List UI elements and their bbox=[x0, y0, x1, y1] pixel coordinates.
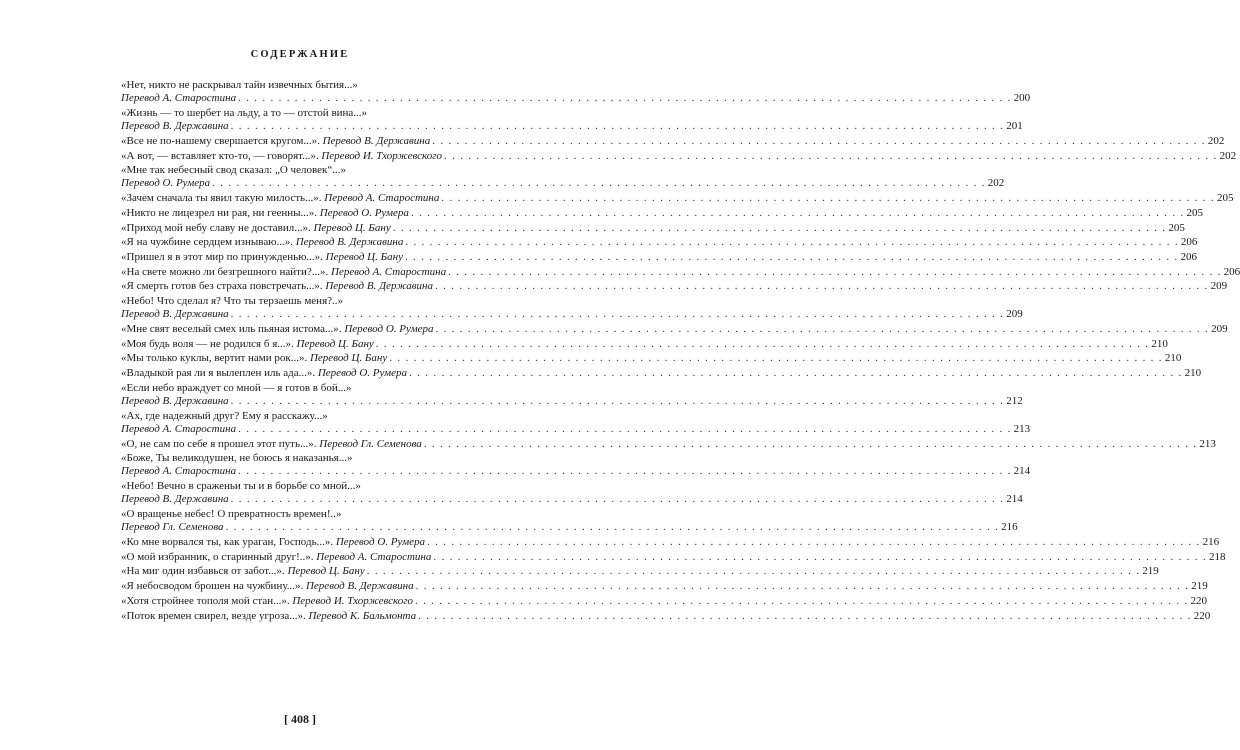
toc-entry-page: 206 bbox=[1180, 250, 1198, 263]
toc-entry-title: «Зачем сначала ты явил такую милость...». bbox=[121, 192, 322, 205]
dot-leader bbox=[433, 551, 1207, 564]
toc-entry-text bbox=[121, 367, 407, 380]
toc-entry-translator: Перевод Ц. Бану bbox=[325, 250, 403, 263]
toc-entry-text bbox=[121, 120, 229, 133]
dot-leader bbox=[418, 610, 1192, 623]
toc-entry bbox=[121, 594, 1208, 608]
toc-entry-line bbox=[121, 192, 1234, 205]
toc-entry-page: 202 bbox=[1219, 149, 1237, 162]
toc-entry-line bbox=[121, 580, 1208, 593]
dot-leader bbox=[411, 207, 1185, 220]
toc-entry-line bbox=[121, 250, 1198, 264]
toc-entry-line bbox=[121, 134, 1225, 148]
dot-leader bbox=[427, 536, 1201, 549]
toc-entry bbox=[121, 149, 1237, 163]
toc-entry bbox=[121, 550, 1226, 564]
toc-entry-translator: Перевод В. Державина bbox=[322, 134, 431, 147]
toc-entry-line bbox=[121, 308, 1023, 321]
toc-entry-title: «О мой избранник, о старинный друг!..». bbox=[121, 550, 314, 563]
toc-entry bbox=[121, 409, 1031, 436]
toc-entry-translator: Перевод Ц. Бану bbox=[313, 221, 391, 234]
toc-entry-line bbox=[121, 177, 1005, 190]
toc-entry-line bbox=[121, 322, 1228, 336]
toc-entry-title: «А вот, — вставляет кто-то, — говорят...». bbox=[121, 149, 319, 162]
toc-entry-translator: Перевод В. Державина bbox=[295, 236, 404, 249]
toc-entry-translator: Перевод Гл. Семенова bbox=[121, 521, 224, 534]
toc-entry-page: 200 bbox=[1013, 92, 1031, 105]
dot-leader bbox=[231, 493, 1005, 506]
toc-entry-title: «Хотя стройнее тополя мой стан...». bbox=[121, 594, 290, 607]
toc-entry bbox=[121, 221, 1185, 235]
dot-leader bbox=[409, 367, 1183, 380]
dot-leader bbox=[405, 251, 1179, 264]
toc-entry-page: 202 bbox=[987, 177, 1005, 190]
toc-entry-translator: Перевод В. Державина bbox=[305, 580, 414, 593]
toc-entry-translator: Перевод О. Румера bbox=[335, 536, 426, 548]
toc-entry-text bbox=[121, 222, 391, 235]
toc-entry-text bbox=[121, 580, 414, 593]
dot-leader bbox=[231, 120, 1005, 133]
toc-entry bbox=[121, 295, 1023, 321]
dot-leader bbox=[432, 135, 1206, 148]
toc-entry-page: 209 bbox=[1006, 308, 1023, 321]
dot-leader bbox=[441, 192, 1215, 205]
toc-entry-line bbox=[121, 367, 1202, 380]
bracket-left: [ bbox=[284, 712, 288, 726]
toc-entry-translator: Перевод А. Старостина bbox=[316, 550, 432, 563]
toc-entry-line bbox=[121, 265, 1240, 279]
toc-entry bbox=[121, 337, 1168, 351]
dot-leader bbox=[226, 521, 1000, 534]
toc-entry-title: «Приход мой небу славу не доставил...». bbox=[121, 221, 311, 234]
toc-entry-page: 205 bbox=[1216, 192, 1234, 205]
toc-entry-title: «Я смерть готов без страха повстречать...». bbox=[121, 280, 323, 293]
toc-entry-text bbox=[121, 536, 425, 549]
toc-entry-page: 212 bbox=[1006, 394, 1023, 407]
toc-entry-line bbox=[121, 221, 1185, 235]
toc-entry-title: «Пришел я в этот мир по принужденью...». bbox=[121, 250, 323, 263]
toc-entry-page: 202 bbox=[1207, 134, 1225, 147]
dot-leader bbox=[415, 595, 1189, 608]
toc-entry-text bbox=[121, 150, 442, 163]
toc-entry-translator: Перевод Ц. Бану bbox=[309, 352, 388, 365]
toc-entry bbox=[121, 164, 1005, 190]
toc-entry-title: «На свете можно ли безгрешного найти?...». bbox=[121, 265, 329, 278]
dot-leader bbox=[376, 338, 1150, 351]
toc-entry-page: 210 bbox=[1151, 337, 1168, 350]
toc-entry-page: 213 bbox=[1013, 422, 1031, 435]
toc-entry-text bbox=[121, 207, 409, 220]
toc-entry-page: 219 bbox=[1191, 580, 1208, 593]
toc-entry-title: «О, не сам по себе я прошел этот путь...». bbox=[121, 437, 317, 450]
toc-entry-translator: Перевод О. Румера bbox=[319, 206, 409, 219]
dot-leader bbox=[389, 352, 1163, 365]
toc-entry-text bbox=[121, 438, 422, 451]
toc-entry bbox=[121, 79, 1031, 105]
toc-entry-line bbox=[121, 206, 1203, 220]
toc-entry-translator: Перевод Гл. Семенова bbox=[319, 437, 422, 450]
toc-entry-page: 210 bbox=[1164, 352, 1182, 365]
toc-entry-translator: Перевод А. Старостина bbox=[324, 192, 440, 205]
toc-entry-text bbox=[121, 236, 403, 249]
dot-leader bbox=[212, 177, 986, 190]
toc-entry-line bbox=[121, 536, 1220, 549]
page-number-value: 408 bbox=[291, 712, 309, 726]
toc-entry bbox=[121, 508, 1018, 534]
page-title: СОДЕРЖАНИЕ bbox=[250, 49, 350, 60]
toc-entry-translator: Перевод В. Державина bbox=[325, 280, 434, 293]
toc-entry-text bbox=[121, 135, 430, 148]
dot-leader bbox=[416, 580, 1190, 593]
toc-entry-text bbox=[121, 565, 365, 578]
toc-entry-page: 218 bbox=[1208, 550, 1226, 563]
toc-entry bbox=[121, 437, 1216, 451]
toc-entry-translator: Перевод И. Тхоржевского bbox=[321, 149, 442, 162]
dot-leader bbox=[231, 308, 1005, 321]
dot-leader bbox=[448, 266, 1222, 279]
toc-entry-first-line: «Если небо враждует со мной — я готов в бой...» bbox=[121, 381, 352, 394]
toc-entry-page: 216 bbox=[1202, 536, 1220, 548]
toc-entry bbox=[121, 381, 1023, 408]
toc-entry-first-line: «Небо! Вечно в сраженьи ты и в борьбе со мной...» bbox=[121, 480, 361, 493]
toc-entry bbox=[121, 580, 1208, 593]
toc-entry-page: 219 bbox=[1142, 565, 1159, 578]
toc-entry-translator: Перевод А. Старостина bbox=[331, 265, 447, 278]
toc-entry-translator: Перевод К. Бальмонта bbox=[308, 609, 417, 622]
toc-entry bbox=[121, 206, 1203, 220]
toc-entry-line bbox=[121, 352, 1182, 365]
toc-entry-line bbox=[121, 465, 1031, 478]
toc-entry-translator: Перевод В. Державина bbox=[121, 308, 229, 321]
toc-entry-translator: Перевод В. Державина bbox=[121, 120, 229, 133]
toc-entry-line bbox=[121, 493, 1023, 506]
toc-entry-line bbox=[121, 236, 1198, 249]
toc-entry-text bbox=[121, 280, 433, 293]
toc-entry bbox=[121, 536, 1220, 549]
toc-entry-title: «Я на чужбине сердцем изнываю...». bbox=[121, 236, 293, 249]
toc-entry-first-line: «Небо! Что сделал я? Что ты терзаешь меня?..» bbox=[121, 295, 344, 308]
toc-entry bbox=[121, 322, 1228, 336]
dot-leader bbox=[367, 565, 1141, 578]
toc-entry-text bbox=[121, 395, 229, 408]
toc-entry-first-line: «Нет, никто не раскрывал тайн извечных бытия...» bbox=[121, 79, 358, 91]
toc-entry-line bbox=[121, 521, 1018, 534]
toc-entry-title: «Я небосводом брошен на чужбину...». bbox=[121, 580, 304, 593]
toc-entry bbox=[121, 480, 1023, 506]
toc-entry-translator: Перевод Ц. Бану bbox=[287, 565, 365, 578]
toc-entry-first-line: «Ах, где надежный друг? Ему я расскажу...» bbox=[121, 409, 328, 422]
toc-entry-page: 213 bbox=[1199, 437, 1216, 450]
toc-entry-text bbox=[121, 465, 236, 478]
toc-entry-translator: Перевод А. Старостина bbox=[121, 465, 237, 478]
toc-entry-line bbox=[121, 594, 1208, 608]
toc-entry-page: 210 bbox=[1184, 367, 1202, 380]
toc-entry bbox=[121, 192, 1234, 205]
toc-entry-text bbox=[121, 595, 413, 608]
toc-entry-text bbox=[121, 423, 236, 436]
toc-entry-line bbox=[121, 149, 1237, 163]
toc-entry bbox=[121, 367, 1202, 380]
toc-entry-title: «Владыкой рая ли я вылеплен иль ада...». bbox=[121, 367, 316, 380]
toc-entry-page: 220 bbox=[1193, 609, 1211, 622]
toc-entry-line bbox=[121, 565, 1159, 578]
toc-entry bbox=[121, 280, 1228, 293]
toc-entry-translator: Перевод А. Старостина bbox=[121, 422, 237, 435]
toc-entry-line bbox=[121, 337, 1168, 351]
toc-entry-title: «Никто не лицезрел ни рая, ни геенны...». bbox=[121, 206, 317, 219]
toc-entry-page: 216 bbox=[1001, 521, 1018, 534]
dot-leader bbox=[238, 423, 1012, 436]
toc-entry-page: 214 bbox=[1013, 465, 1031, 478]
toc-entry-page: 205 bbox=[1186, 206, 1203, 219]
toc-entry-first-line: «Мне так небесный свод сказал: „О человек“...» bbox=[121, 164, 346, 177]
toc-entry-page: 209 bbox=[1211, 322, 1228, 335]
toc-entry-line bbox=[121, 394, 1023, 408]
toc-entry-text bbox=[121, 521, 224, 534]
toc-entry bbox=[121, 452, 1031, 478]
toc-entry-line bbox=[121, 609, 1211, 623]
toc-entry-text bbox=[121, 251, 403, 264]
toc-entry-line bbox=[121, 92, 1031, 105]
toc-entry-translator: Перевод В. Державина bbox=[121, 394, 229, 407]
dot-leader bbox=[231, 395, 1005, 408]
dot-leader bbox=[424, 438, 1198, 451]
toc-entry-title: «Ко мне ворвался ты, как ураган, Господь...». bbox=[121, 536, 334, 548]
dot-leader bbox=[238, 465, 1012, 478]
toc-entry-page: 209 bbox=[1210, 280, 1228, 293]
toc-entry-translator: Перевод В. Державина bbox=[121, 493, 229, 506]
toc-entry-line bbox=[121, 550, 1226, 564]
toc-entry-page: 201 bbox=[1006, 120, 1023, 133]
toc-entry-title: «Все не по-нашему свершается кругом...». bbox=[121, 134, 320, 147]
toc-entry-translator: Перевод О. Румера bbox=[344, 322, 434, 335]
toc-entry-translator: Перевод О. Румера bbox=[317, 367, 408, 380]
toc-entry-first-line: «О вращенье небес! О превратность времен!..» bbox=[121, 508, 342, 521]
toc-entry-page: 205 bbox=[1168, 221, 1185, 234]
toc-entry bbox=[121, 106, 1023, 133]
dot-leader bbox=[436, 323, 1210, 336]
dot-leader bbox=[444, 150, 1218, 163]
toc-entry-translator: Перевод И. Тхоржевского bbox=[292, 594, 413, 607]
toc-entry bbox=[121, 236, 1198, 249]
dot-leader bbox=[238, 92, 1012, 105]
toc-entry-line bbox=[121, 422, 1031, 436]
toc-entry-title: «Мне свят веселый смех иль пьяная истома...». bbox=[121, 322, 342, 335]
toc-entry bbox=[121, 265, 1240, 279]
table-of-contents bbox=[121, 79, 1240, 624]
toc-entry-translator: Перевод О. Румера bbox=[121, 177, 211, 190]
toc-entry-page: 220 bbox=[1190, 594, 1208, 607]
toc-entry-text bbox=[121, 308, 229, 321]
dot-leader bbox=[393, 222, 1167, 235]
toc-entry-line bbox=[121, 437, 1216, 451]
toc-entry-translator: Перевод А. Старостина bbox=[121, 92, 237, 105]
toc-entry-page: 206 bbox=[1223, 265, 1240, 278]
toc-entry-title: «Поток времен свирел, везде угроза...». bbox=[121, 609, 306, 622]
toc-entry-text bbox=[121, 352, 387, 365]
bracket-right: ] bbox=[312, 712, 316, 726]
dot-leader bbox=[405, 236, 1179, 249]
toc-entry-text bbox=[121, 338, 374, 351]
toc-entry-line bbox=[121, 280, 1228, 293]
toc-entry-text bbox=[121, 192, 439, 205]
page-number bbox=[0, 712, 600, 727]
toc-entry bbox=[121, 609, 1211, 623]
toc-entry-page: 214 bbox=[1006, 493, 1023, 506]
toc-entry bbox=[121, 250, 1198, 264]
toc-entry-text bbox=[121, 493, 229, 506]
toc-entry-page: 206 bbox=[1180, 236, 1198, 249]
toc-entry-text bbox=[121, 177, 210, 190]
toc-entry-title: «Мы только куклы, вертит нами рок...». bbox=[121, 352, 308, 365]
toc-entry-text bbox=[121, 551, 431, 564]
toc-entry-title: «Моя будь воля — не родился б я...». bbox=[121, 337, 294, 350]
toc-entry-first-line: «Боже, Ты великодушен, не боюсь я наказанья...» bbox=[121, 452, 353, 465]
toc-entry-text bbox=[121, 92, 236, 105]
toc-entry-text bbox=[121, 323, 434, 336]
toc-entry-text bbox=[121, 266, 446, 279]
toc-entry-line bbox=[121, 120, 1023, 133]
toc-entry bbox=[121, 352, 1182, 365]
toc-entry bbox=[121, 565, 1159, 578]
toc-entry-first-line: «Жизнь — то шербет на льду, а то — отстой вина...» bbox=[121, 106, 368, 119]
dot-leader bbox=[435, 280, 1209, 293]
toc-entry-translator: Перевод Ц. Бану bbox=[296, 337, 374, 350]
toc-entry bbox=[121, 134, 1225, 148]
toc-entry-text bbox=[121, 610, 416, 623]
toc-entry-title: «На миг один избавься от забот...». bbox=[121, 565, 285, 578]
